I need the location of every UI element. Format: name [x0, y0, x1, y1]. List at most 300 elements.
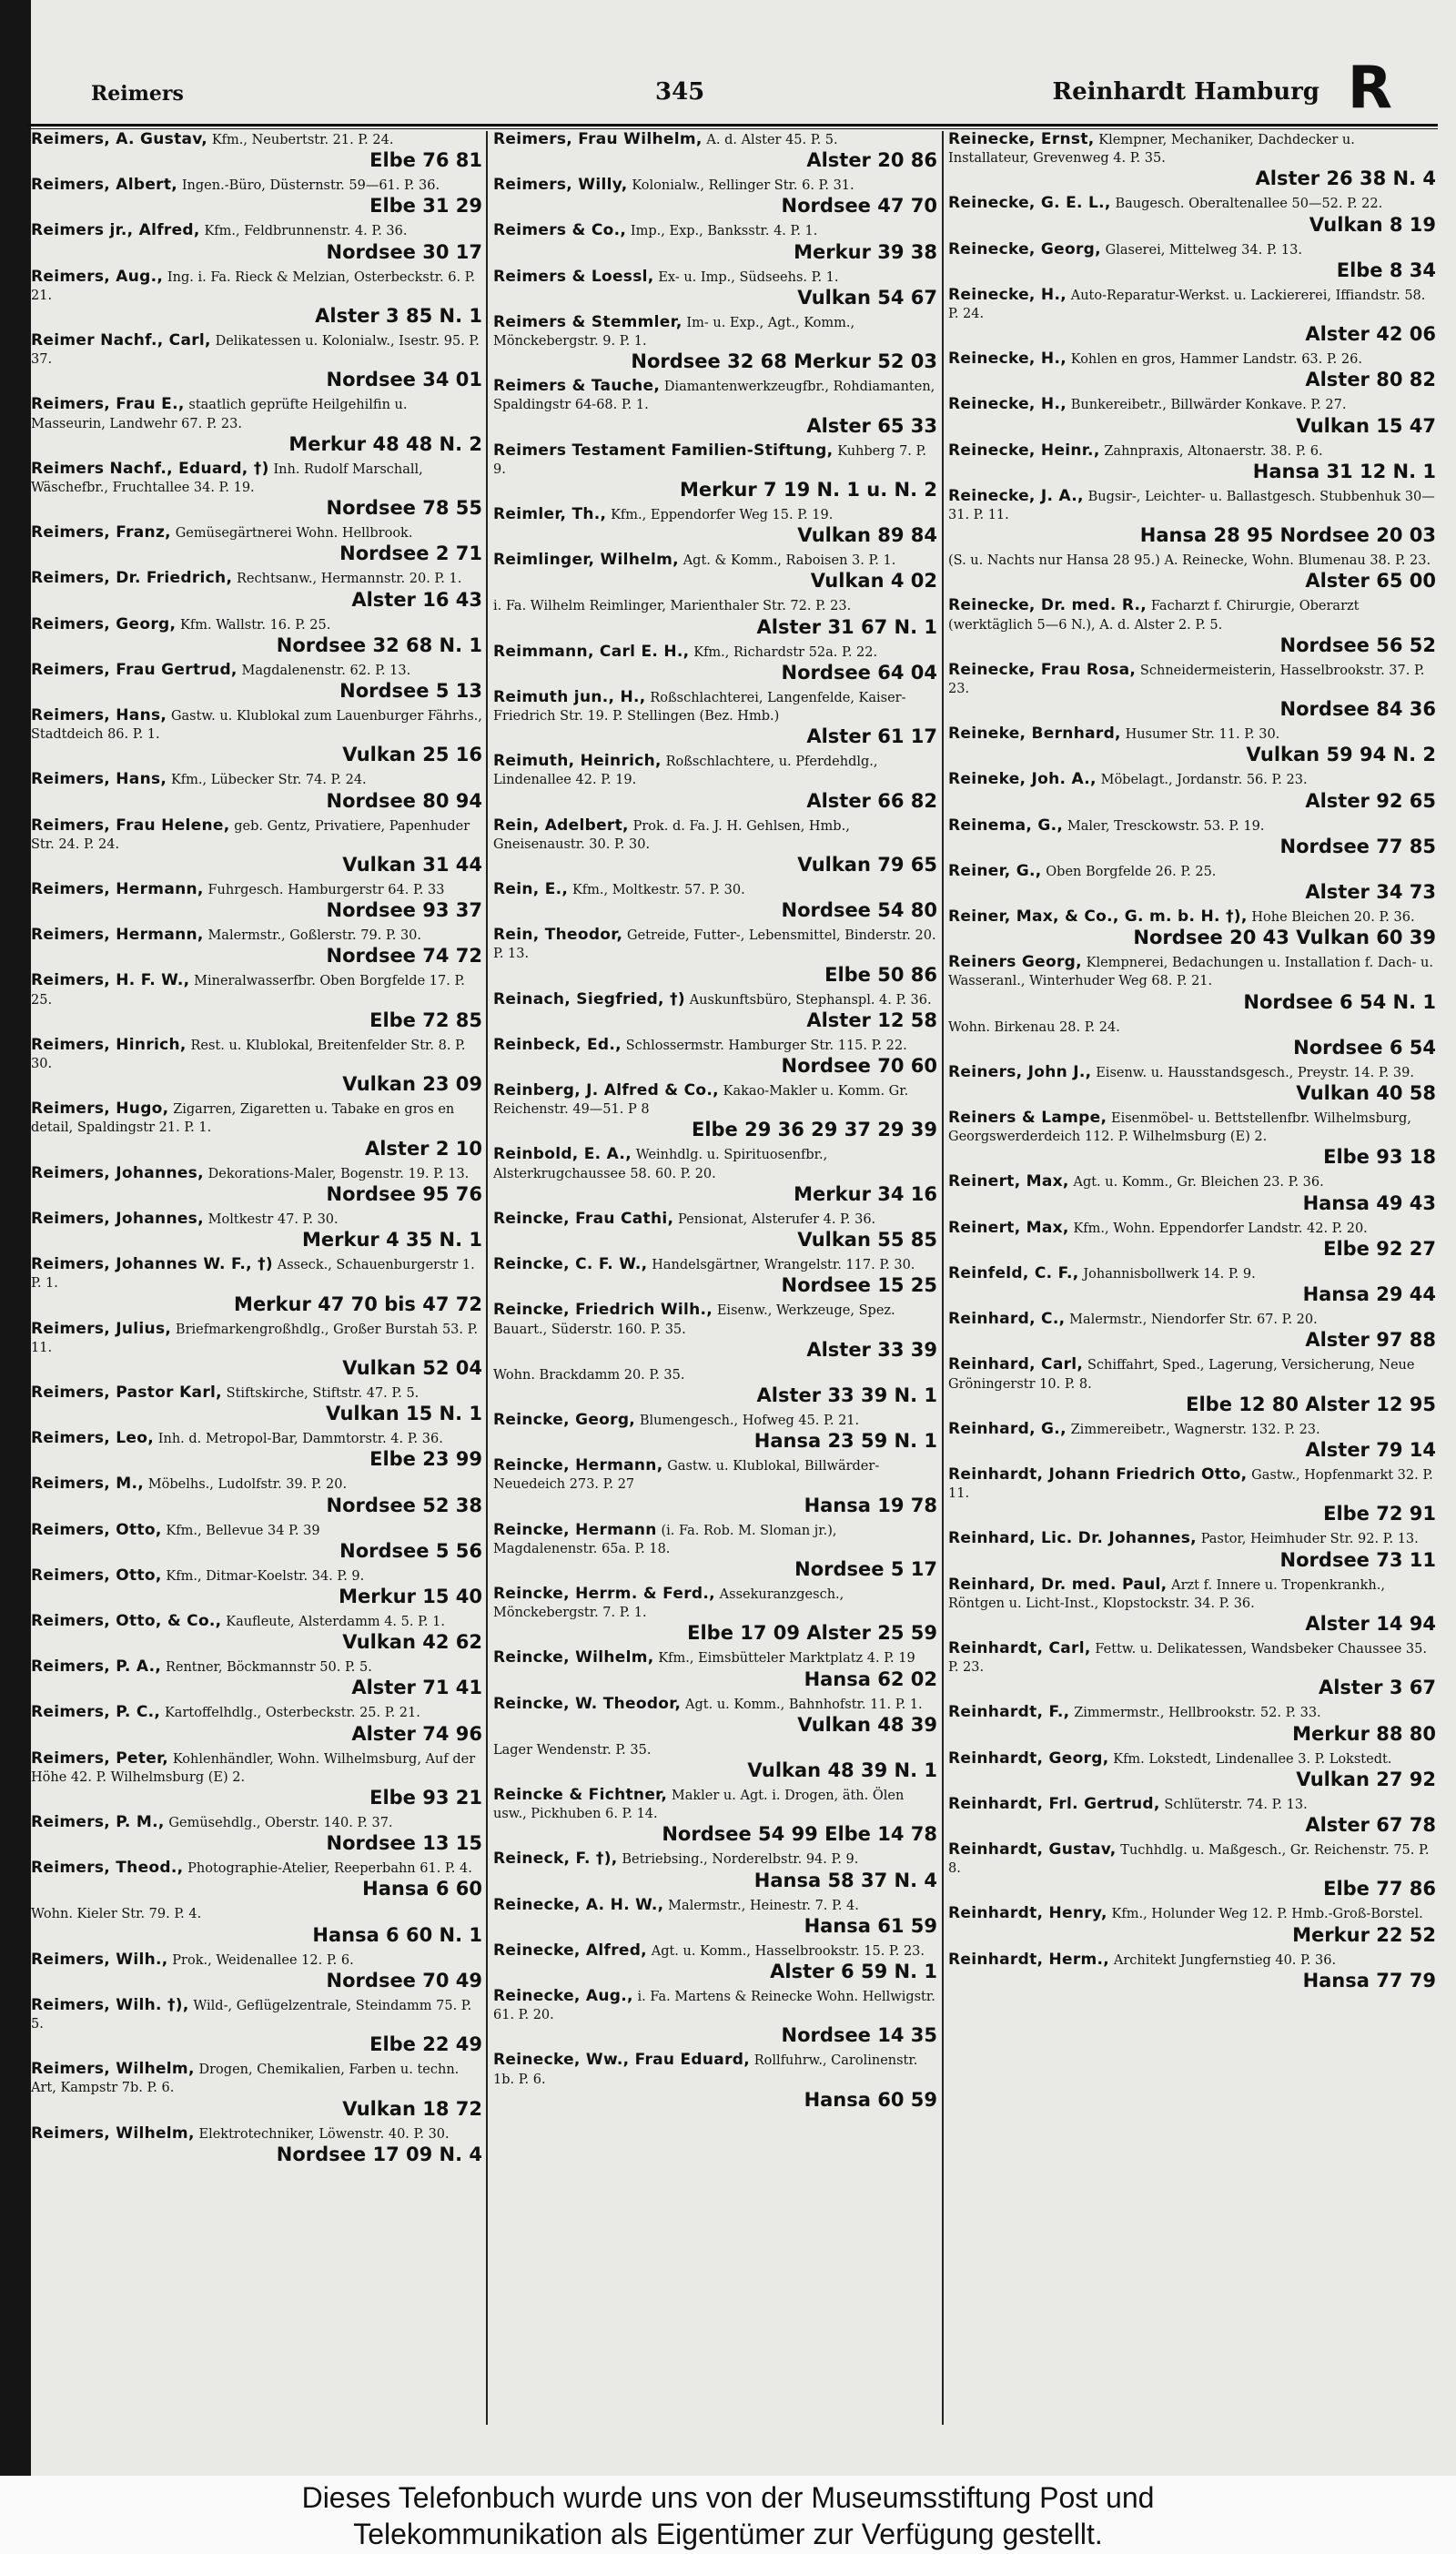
directory-entry: [493, 1850, 937, 1891]
directory-entry: [493, 991, 937, 1032]
directory-entry: [493, 881, 937, 922]
entry-phone-number: Hansa 62 02: [804, 1667, 937, 1690]
directory-entry: [31, 662, 482, 703]
entry-phone-number: Elbe 93 18: [1323, 1146, 1436, 1169]
entry-name: Reimers, Johannes W. F., †): [31, 1255, 273, 1274]
entry-details: Bugsir-, Leichter- u. Ballastgesch. Stubbenhuk 30—31. P. 11.: [948, 489, 1435, 523]
directory-entry: [31, 177, 482, 218]
entry-details: Gemüsehdlg., Oberstr. 140. P. 37.: [168, 1815, 393, 1830]
directory-entry: [948, 954, 1436, 1013]
entry-name: Reineck, F. †),: [493, 1850, 618, 1869]
directory-entry: [31, 222, 482, 263]
directory-entry: [493, 1942, 937, 1983]
directory-entry: [493, 817, 937, 877]
directory-entry: [493, 552, 937, 593]
entry-details: Kfm., Eppendorfer Weg 15. P. 19.: [611, 508, 834, 523]
entry-details: Auskunftsbüro, Stephanspl. 4. P. 36.: [689, 992, 932, 1008]
entry-phone-number: Alster 3 85 N. 1: [315, 305, 482, 328]
entry-details: Maler, Tresckowstr. 53. P. 19.: [1067, 818, 1265, 834]
directory-entry: [948, 1265, 1436, 1306]
entry-phone-number: Alster 71 41: [351, 1677, 482, 1699]
directory-entry: [493, 1649, 937, 1690]
entry-phone-number: Nordsee 52 38: [326, 1494, 482, 1516]
directory-entry: [948, 908, 1436, 949]
entry-details: Architekt Jungfernstieg 40. P. 36.: [1113, 1952, 1337, 1968]
directory-entry: [948, 1640, 1436, 1699]
directory-entry: [31, 1100, 482, 1160]
entry-name: Reimlinger, Wilhelm,: [493, 551, 679, 570]
entry-name: Reimers, P. C.,: [31, 1703, 161, 1722]
entry-details: geb. Gentz, Privatiere, Papenhuder Str. 24. P. 24.: [31, 818, 470, 852]
page-header: [91, 55, 1392, 122]
entry-details: Rollfuhrw., Carolinenstr. 1b. P. 6.: [493, 2053, 918, 2087]
entry-name: Reimuth, Heinrich,: [493, 752, 662, 771]
entry-details: Prok., Weidenallee 12. P. 6.: [172, 1952, 354, 1968]
entry-phone-number: Vulkan 48 39: [797, 1713, 937, 1736]
entry-details: Photographie-Atelier, Reeperbahn 61. P. 4.: [187, 1861, 472, 1877]
entry-name: Reinecke, Dr. med. R.,: [948, 596, 1148, 615]
entry-phone-number: Nordsee 70 49: [326, 1969, 482, 1992]
entry-phone-number: Nordsee 6 54 N. 1: [1243, 990, 1436, 1013]
entry-phone-number: Elbe 22 49: [369, 2033, 482, 2056]
entry-phone-number: Alster 92 65: [1305, 789, 1436, 812]
listing-columns: [27, 131, 1438, 2425]
entry-name: Reimers jr., Alfred,: [31, 221, 200, 240]
entry-phone-number: Hansa 77 79: [1302, 1969, 1436, 1992]
entry-details: Roßschlachterei, Langenfelde, Kaiser-Friedrich Str. 19. P. Stellingen (Bez. Hmb.): [493, 690, 906, 725]
directory-entry: [948, 1841, 1436, 1900]
directory-entry: [948, 1750, 1436, 1791]
entry-phone-number: Nordsee 32 68 Merkur 52 03: [631, 350, 937, 373]
entry-phone-number: Hansa 58 37 N. 4: [753, 1869, 937, 1891]
footer-line-2: Telekommunikation als Eigentümer zur Verfügung gestellt.: [353, 2518, 1103, 2550]
entry-details: Asseck., Schauenburgerstr 1. P. 1.: [31, 1258, 475, 1292]
entry-phone-number: Vulkan 27 92: [1296, 1768, 1436, 1790]
directory-entry: [948, 1576, 1436, 1636]
entry-phone-number: Alster 12 58: [806, 1008, 937, 1031]
entry-name: Reincke, Hermann,: [493, 1456, 663, 1475]
entry-details: Kohlen en gros, Hammer Landstr. 63. P. 26.: [1070, 352, 1362, 368]
entry-phone-number: Vulkan 15 47: [1296, 414, 1436, 437]
entry-name: Reiner, Max, & Co., G. m. b. H. †),: [948, 907, 1248, 927]
entry-phone-number: Elbe 72 85: [369, 1008, 482, 1031]
entry-phone-number: Alster 33 39: [806, 1338, 937, 1361]
entry-phone-number: Nordsee 64 04: [781, 661, 937, 684]
directory-entry: [31, 1951, 482, 1992]
entry-name: Reimers, M.,: [31, 1475, 145, 1494]
entry-phone-number: Vulkan 42 62: [342, 1631, 482, 1654]
directory-entry: [493, 1586, 937, 1645]
entry-phone-number: Elbe 93 21: [369, 1786, 482, 1809]
entry-phone-number: Hansa 31 12 N. 1: [1252, 460, 1436, 482]
entry-name: Reinach, Siegfried, †): [493, 989, 685, 1008]
entry-phone-number: Elbe 92 27: [1323, 1237, 1436, 1260]
entry-name: Reimler, Th.,: [493, 505, 607, 524]
entry-phone-number: Alster 97 88: [1305, 1329, 1436, 1352]
entry-phone-number: Alster 80 82: [1305, 369, 1436, 391]
entry-phone-number: Alster 79 14: [1305, 1438, 1436, 1461]
entry-details: Tuchhdlg. u. Maßgesch., Gr. Reichenstr. 75. P. 8.: [948, 1842, 1430, 1877]
entry-name: Reimers, Hans,: [31, 706, 167, 725]
entry-details: Bunkereibetr., Billwärder Konkave. P. 27.: [1070, 398, 1347, 413]
entry-phone-number: Elbe 76 81: [369, 149, 482, 172]
entry-name: Reinhard, C.,: [948, 1310, 1066, 1329]
entry-details: Kfm., Bellevue 34 P. 39: [166, 1523, 320, 1538]
column-1: [31, 131, 482, 2425]
entry-details: Lager Wendenstr. P. 35.: [493, 1742, 652, 1758]
entry-details: Zimmereibetr., Wagnerstr. 132. P. 23.: [1070, 1422, 1320, 1437]
entry-name: Reimers, Willy,: [493, 176, 628, 195]
entry-details: Klempner, Mechaniker, Dachdecker u. Installateur, Grevenweg 4. P. 35.: [948, 133, 1355, 167]
directory-entry: [493, 644, 937, 684]
entry-phone-number: Nordsee 34 01: [326, 369, 482, 391]
entry-name: Reinhardt, Gustav,: [948, 1839, 1117, 1859]
entry-name: Reimers, Frau Wilhelm,: [493, 131, 703, 148]
entry-name: Reinhardt, F.,: [948, 1703, 1070, 1722]
entry-name: Reiners Georg,: [948, 953, 1082, 972]
entry-phone-number: Hansa 23 59 N. 1: [753, 1430, 937, 1453]
entry-details: Inh. Rudolf Marschall, Wäschefbr., Fruchtallee 34. P. 19.: [31, 461, 423, 496]
entry-name: Reimers, P. A.,: [31, 1657, 162, 1677]
entry-details: Schiffahrt, Sped., Lagerung, Versicherung, Neue Gröningerstr 10. P. 8.: [948, 1358, 1415, 1392]
entry-details: Möbelhs., Ludolfstr. 39. P. 20.: [147, 1477, 348, 1493]
entry-details: Facharzt f. Chirurgie, Oberarzt (werktäglich 5—6 N.), A. d. Alster 2. P. 5.: [948, 599, 1360, 633]
entry-phone-number: Alster 31 67 N. 1: [756, 615, 937, 638]
entry-details: Getreide, Futter-, Lebensmittel, Binderstr. 20. P. 13.: [493, 928, 936, 962]
entry-details: Blumengesch., Hofweg 45. P. 21.: [639, 1413, 860, 1428]
entry-details: Elektrotechniker, Löwenstr. 40. P. 30.: [198, 2126, 450, 2142]
entry-phone-number: Merkur 4 35 N. 1: [301, 1229, 482, 1252]
entry-phone-number: Nordsee 15 25: [781, 1274, 937, 1297]
entry-details: Gemüsegärtnerei Wohn. Hellbrook.: [175, 526, 413, 542]
directory-entry: [493, 1522, 937, 1581]
directory-entry: [493, 1211, 937, 1252]
entry-details: Wohn. Brackdamm 20. P. 35.: [493, 1367, 685, 1383]
entry-phone-number: Elbe 8 34: [1336, 258, 1436, 281]
entry-name: Reineke, Joh. A.,: [948, 770, 1097, 789]
entry-name: Reinhard, Lic. Dr. Johannes,: [948, 1529, 1197, 1548]
directory-entry: [31, 1658, 482, 1699]
entry-name: Reimers, Otto,: [31, 1566, 162, 1585]
entry-phone-number: Merkur 88 80: [1292, 1722, 1436, 1745]
entry-details: staatlich geprüfte Heilgehilfin u. Masseurin, Landwehr 67. P. 23.: [31, 398, 408, 431]
directory-entry: [31, 1860, 482, 1900]
entry-phone-number: Vulkan 55 85: [797, 1229, 937, 1252]
footer-line-1: Dieses Telefonbuch wurde uns von der Museumsstiftung Post und: [301, 2481, 1155, 2514]
column-3: [948, 131, 1436, 2425]
entry-details: Assekuranzgesch., Mönckebergstr. 7. P. 1.: [493, 1586, 844, 1621]
entry-name: Reimers, A. Gustav,: [31, 131, 208, 148]
entry-name: Reinema, G.,: [948, 816, 1064, 835]
entry-name: Reimers, Leo,: [31, 1429, 154, 1448]
entry-phone-number: Vulkan 8 19: [1309, 213, 1436, 236]
entry-name: Reinecke, Ernst,: [948, 131, 1095, 148]
directory-entry: [31, 524, 482, 565]
entry-name: Reinhardt, Herm.,: [948, 1950, 1110, 1969]
entry-name: Reimers, Otto, & Co.,: [31, 1611, 222, 1630]
directory-entry: [31, 2125, 482, 2166]
entry-phone-number: Alster 26 38 N. 4: [1255, 167, 1436, 190]
entry-details: Zahnpraxis, Altonaerstr. 38. P. 6.: [1104, 443, 1323, 459]
directory-entry: [31, 269, 482, 328]
entry-name: Reimers, Hinrich,: [31, 1035, 187, 1054]
entry-phone-number: Nordsee 80 94: [326, 789, 482, 812]
directory-entry: [493, 378, 937, 437]
entry-details: Ing. i. Fa. Rieck & Melzian, Osterbeckstr. 6. P. 21.: [31, 269, 476, 303]
directory-entry: [948, 662, 1436, 721]
entry-details: Eisenw., Werkzeuge, Spez. Bauart., Süderstr. 160. P. 35.: [493, 1303, 895, 1337]
entry-name: Reinert, Max,: [948, 1172, 1069, 1191]
entry-name: Reimmann, Carl E. H.,: [493, 642, 690, 661]
entry-name: Reinbeck, Ed.,: [493, 1035, 622, 1054]
directory-entry: [31, 1165, 482, 1206]
directory-entry: [31, 817, 482, 877]
entry-phone-number: Hansa 19 78: [804, 1494, 937, 1516]
entry-phone-number: Alster 67 78: [1305, 1813, 1436, 1836]
entry-name: Reimer Nachf., Carl,: [31, 331, 211, 350]
entry-details: Rest. u. Klublokal, Breitenfelder Str. 8. P. 30.: [31, 1038, 466, 1072]
entry-details: Schneidermeisterin, Hasselbrookstr. 37. P. 23.: [948, 663, 1425, 697]
entry-details: Pastor, Heimhuder Str. 92. P. 13.: [1200, 1532, 1419, 1547]
entry-phone-number: Elbe 72 91: [1323, 1503, 1436, 1525]
entry-phone-number: Alster 33 39 N. 1: [756, 1383, 937, 1406]
directory-entry: [31, 1037, 482, 1096]
entry-phone-number: Vulkan 31 44: [342, 854, 482, 877]
entry-details: Inh. d. Metropol-Bar, Dammtorstr. 4. P. 36.: [157, 1432, 443, 1447]
entry-details: Auto-Reparatur-Werkst. u. Lackiererei, Iffiandstr. 58. P. 24.: [948, 288, 1426, 322]
entry-name: Reimers, Hugo,: [31, 1100, 169, 1119]
entry-details: Kfm., Richardstr 52a. P. 22.: [693, 644, 878, 660]
entry-name: Reimers, Dr. Friedrich,: [31, 569, 233, 588]
entry-phone-number: Elbe 12 80 Alster 12 95: [1186, 1393, 1436, 1415]
entry-details: Fettw. u. Delikatessen, Wandsbeker Chaussee 35. P. 23.: [948, 1641, 1427, 1676]
entry-name: Reimers, Frau E.,: [31, 395, 185, 414]
directory-entry: [493, 1696, 937, 1737]
entry-details: Gastw. u. Klublokal zum Lauenburger Fährhs., Stadtdeich 86. P. 1.: [31, 709, 482, 743]
directory-entry: [31, 616, 482, 657]
entry-name: Reinhard, Carl,: [948, 1355, 1084, 1374]
directory-entry: [948, 1796, 1436, 1837]
directory-entry: [948, 1110, 1436, 1169]
directory-entry: [31, 1211, 482, 1252]
entry-phone-number: Alster 2 10: [364, 1137, 482, 1160]
entry-details: Betriebsing., Norderelbstr. 94. P. 9.: [622, 1852, 859, 1868]
directory-entry: [31, 1256, 482, 1315]
entry-details: Zigarren, Zigaretten u. Tabake en gros en detail, Spaldingstr 21. P. 1.: [31, 1102, 455, 1136]
entry-details: Agt. u. Komm., Gr. Bleichen 23. P. 36.: [1073, 1175, 1324, 1191]
entry-details: Malermstr., Goßlerstr. 79. P. 30.: [207, 928, 422, 944]
entry-phone-number: Nordsee 74 72: [326, 945, 482, 968]
entry-details: Gastw., Hopfenmarkt 32. P. 11.: [948, 1467, 1433, 1502]
directory-entry: [948, 1951, 1436, 1992]
entry-details: Malermstr., Heinestr. 7. P. 4.: [668, 1898, 859, 1913]
directory-entry: [493, 1741, 937, 1782]
header-first-name: Reimers: [91, 82, 184, 106]
directory-entry: [948, 817, 1436, 858]
entry-phone-number: Vulkan 52 04: [342, 1356, 482, 1379]
entry-phone-number: Nordsee 14 35: [781, 2024, 937, 2047]
entry-details: Rechtsanw., Hermannstr. 20. P. 1.: [236, 572, 462, 587]
entry-phone-number: Nordsee 84 36: [1279, 698, 1436, 721]
entry-phone-number: Nordsee 5 13: [339, 680, 482, 703]
entry-name: Reimers, Wilhelm,: [31, 2060, 195, 2079]
entry-name: Reimers, Frau Gertrud,: [31, 660, 238, 679]
entry-details: Kfm., Eimsbütteler Marktplatz 4. P. 19: [658, 1651, 915, 1667]
entry-name: Reimers, Johannes,: [31, 1209, 204, 1228]
entry-name: Reinecke, H.,: [948, 395, 1067, 414]
entry-phone-number: Alster 14 94: [1305, 1612, 1436, 1635]
directory-entry: [31, 1750, 482, 1809]
entry-details: Baugesch. Oberaltenallee 50—52. P. 22.: [1115, 197, 1383, 212]
directory-entry: [493, 506, 937, 547]
entry-name: Rein, E.,: [493, 880, 569, 899]
entry-name: Reimers, Otto,: [31, 1520, 162, 1539]
entry-phone-number: Merkur 15 40: [339, 1585, 482, 1607]
entry-phone-number: Alster 65 00: [1305, 570, 1436, 593]
entry-details: Weinhdlg. u. Spirituosenfbr., Alsterkrugchaussee 58. 60. P. 20.: [493, 1148, 828, 1181]
directory-entry: [493, 1366, 937, 1407]
directory-entry: [31, 1567, 482, 1608]
directory-entry: [948, 1905, 1436, 1946]
entry-name: Reiners & Lampe,: [948, 1109, 1107, 1128]
entry-details: Fuhrgesch. Hamburgerstr 64. P. 33: [207, 883, 445, 898]
entry-name: Reinecke, Aug.,: [493, 1986, 633, 2005]
directory-entry: [948, 1064, 1436, 1105]
entry-phone-number: Vulkan 23 09: [342, 1073, 482, 1096]
entry-name: Reiners, John J.,: [948, 1062, 1092, 1081]
entry-details: Kfm., Neubertstr. 21. P. 24.: [211, 133, 394, 147]
directory-entry: [493, 177, 937, 218]
entry-phone-number: Hansa 49 43: [1302, 1191, 1436, 1214]
entry-name: Reimers, Wilh. †),: [31, 1995, 189, 2014]
entry-phone-number: Merkur 34 16: [794, 1182, 937, 1205]
entry-phone-number: Elbe 31 29: [369, 195, 482, 218]
entry-name: Reinecke, G. E. L.,: [948, 194, 1111, 213]
entry-details: A. d. Alster 45. P. 5.: [706, 133, 838, 147]
book-spine-shadow: [0, 0, 31, 2476]
entry-phone-number: Vulkan 59 94 N. 2: [1246, 744, 1436, 766]
entry-phone-number: Vulkan 54 67: [797, 286, 937, 309]
entry-name: Reinecke, H.,: [948, 350, 1067, 369]
directory-entry: [493, 269, 937, 309]
directory-entry: [493, 442, 937, 502]
entry-details: Kartoffelhdlg., Osterbeckstr. 25. P. 21.: [164, 1706, 420, 1721]
entry-phone-number: Nordsee 77 85: [1279, 835, 1436, 857]
entry-name: Reinhardt, Henry,: [948, 1904, 1107, 1923]
entry-phone-number: Alster 66 82: [806, 789, 937, 812]
directory-entry: [493, 927, 937, 986]
entry-details: Schlossermstr. Hamburger Str. 115. P. 22.: [625, 1038, 907, 1053]
entry-phone-number: Nordsee 47 70: [781, 195, 937, 218]
entry-details: i. Fa. Martens & Reinecke Wohn. Hellwigstr. 61. P. 20.: [493, 1989, 935, 2023]
directory-entry: [31, 131, 482, 172]
directory-entry: [31, 1522, 482, 1563]
entry-details: Imp., Exp., Banksstr. 4. P. 1.: [630, 224, 818, 239]
entry-phone-number: Vulkan 4 02: [810, 570, 937, 593]
entry-phone-number: Nordsee 2 71: [339, 542, 482, 565]
entry-details: Prok. d. Fa. J. H. Gehlsen, Hmb., Gneisenaustr. 30. P. 30.: [493, 818, 850, 852]
entry-phone-number: Nordsee 95 76: [326, 1182, 482, 1205]
entry-name: Reimers, Hermann,: [31, 880, 204, 899]
entry-name: Reimuth jun., H.,: [493, 687, 646, 706]
entry-phone-number: Nordsee 17 09 N. 4: [276, 2143, 482, 2165]
entry-details: Pensionat, Alsterufer 4. P. 36.: [678, 1211, 876, 1227]
entry-details: Arzt f. Innere u. Tropenkrankh., Röntgen u. Licht-Inst., Klopstockstr. 34. P. 36.: [948, 1577, 1385, 1611]
entry-details: Kfm. Lokstedt, Lindenallee 3. P. Lokstedt.: [1113, 1751, 1392, 1767]
entry-name: Reimers, Pastor Karl,: [31, 1383, 222, 1402]
directory-entry: [31, 2061, 482, 2120]
entry-phone-number: Hansa 6 60 N. 1: [312, 1923, 482, 1946]
entry-name: Reimers & Loessl,: [493, 267, 654, 286]
directory-entry: [493, 689, 937, 748]
directory-entry: [31, 1475, 482, 1516]
entry-name: Reinecke, Heinr.,: [948, 441, 1100, 460]
entry-name: Reinecke, J. A.,: [948, 486, 1084, 505]
entry-phone-number: Vulkan 79 65: [797, 854, 937, 877]
entry-name: Reinecke, Georg,: [948, 239, 1101, 258]
entry-name: Reimers, Johannes,: [31, 1163, 204, 1182]
directory-entry: [31, 707, 482, 766]
header-rule: [27, 124, 1438, 127]
entry-phone-number: Nordsee 5 56: [339, 1539, 482, 1562]
entry-phone-number: Nordsee 54 99 Elbe 14 78: [662, 1823, 937, 1846]
entry-name: Reinhard, G.,: [948, 1419, 1067, 1438]
entry-details: Husumer Str. 11. P. 30.: [1125, 727, 1280, 743]
directory-entry: [31, 461, 482, 520]
directory-entry: [493, 314, 937, 373]
entry-details: Kfm., Wohn. Eppendorfer Landstr. 42. P. 20.: [1073, 1221, 1368, 1236]
entry-name: Reimers, Franz,: [31, 523, 171, 542]
entry-phone-number: Vulkan 40 58: [1296, 1082, 1436, 1105]
entry-phone-number: Merkur 22 52: [1292, 1923, 1436, 1946]
entry-name: Reinecke, Frau Rosa,: [948, 660, 1137, 679]
entry-details: Eisenmöbel- u. Bettstellenfbr. Wilhelmsburg, Georgswerderdeich 112. P. Wilhelmsburg (E) 2.: [948, 1111, 1411, 1145]
entry-name: Reimers, Georg,: [31, 614, 177, 633]
entry-phone-number: Nordsee 93 37: [326, 899, 482, 922]
entry-phone-number: Alster 16 43: [351, 588, 482, 611]
entry-name: Rein, Theodor,: [493, 926, 623, 945]
entry-phone-number: Elbe 29 36 29 37 29 39: [691, 1119, 937, 1141]
entry-phone-number: Hansa 28 95 Nordsee 20 03: [1139, 524, 1436, 547]
entry-phone-number: Vulkan 89 84: [797, 524, 937, 547]
entry-details: Kakao-Makler u. Komm. Gr. Reichenstr. 49—51. P 8: [493, 1084, 909, 1118]
entry-details: (i. Fa. Rob. M. Sloman jr.), Magdalenenstr. 65a. P. 18.: [493, 1523, 837, 1556]
directory-entry: [493, 222, 937, 263]
entry-name: Reimers, Frau Helene,: [31, 816, 230, 835]
directory-entry: [948, 287, 1436, 346]
directory-entry: [948, 350, 1436, 391]
directory-entry: [948, 552, 1436, 593]
directory-entry: [493, 1897, 937, 1938]
entry-phone-number: Hansa 60 59: [804, 2088, 937, 2111]
directory-entry: [493, 1988, 937, 2047]
entry-phone-number: Hansa 29 44: [1302, 1283, 1436, 1306]
entry-details: Johannisbollwerk 14. P. 9.: [1083, 1266, 1256, 1282]
entry-name: Reinhard, Dr. med. Paul,: [948, 1575, 1168, 1594]
entry-details: Kfm., Holunder Weg 12. P. Hmb.-Groß-Borstel.: [1111, 1907, 1423, 1922]
entry-name: Reinecke, H.,: [948, 285, 1067, 304]
entry-name: Reimers, Wilh.,: [31, 1950, 168, 1969]
entry-phone-number: Elbe 17 09 Alster 25 59: [687, 1622, 937, 1645]
entry-details: Ingen.-Büro, Düsternstr. 59—61. P. 36.: [181, 178, 440, 194]
directory-entry: [493, 1256, 937, 1297]
entry-name: Reimers, Julius,: [31, 1319, 172, 1338]
entry-details: Malermstr., Niendorfer Str. 67. P. 20.: [1069, 1312, 1318, 1328]
entry-phone-number: Alster 20 86: [806, 149, 937, 172]
directory-entry: [948, 131, 1436, 190]
entry-details: Wohn. Birkenau 28. P. 24.: [948, 1019, 1120, 1035]
entry-name: Reinhardt, Johann Friedrich Otto,: [948, 1464, 1248, 1484]
